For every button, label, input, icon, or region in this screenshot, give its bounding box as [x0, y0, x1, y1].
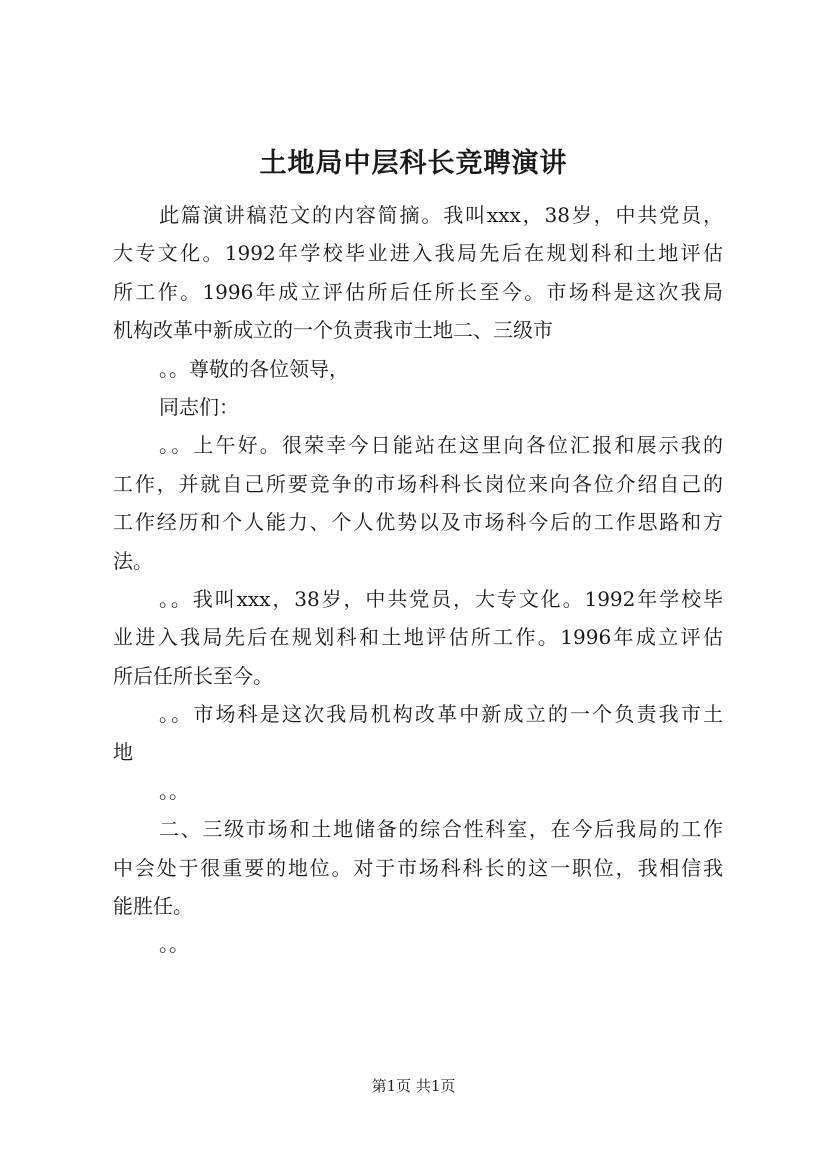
paragraph-line: 。。我叫xxx，38岁，中共党员，大专文化。1992年学校毕	[159, 586, 723, 611]
paragraph-line: 机构改革中新成立的一个负责我市土地二、三级市	[113, 318, 553, 343]
paragraph-line: 地	[113, 740, 133, 765]
paragraph	[113, 196, 723, 350]
paragraph-line: 所后任所长至今。	[113, 663, 273, 688]
paragraph-line: 所工作。1996年成立评估所后任所长至今。市场科是这次我局	[113, 279, 723, 304]
page-footer: 第1页 共1页	[371, 1077, 456, 1095]
paragraph-line: 工作经历和个人能力、个人优势以及市场科今后的工作思路和方	[113, 510, 723, 535]
paragraph-line: 业进入我局先后在规划科和土地评估所工作。1996年成立评估	[113, 625, 723, 650]
paragraph-line: 工作，并就自己所要竞争的市场科科长岗位来向各位介绍自己的	[113, 471, 723, 496]
paragraph-line: 中会处于很重要的地位。对于市场科科长的这一职位，我相信我	[113, 855, 723, 880]
paragraph	[113, 350, 723, 388]
paragraph-line: 同志们：	[159, 394, 239, 419]
paragraph	[113, 426, 723, 580]
paragraph-line: 法。	[113, 548, 153, 573]
document-body	[113, 196, 723, 964]
paragraph	[113, 695, 723, 772]
paragraph-line: 。。	[159, 778, 189, 803]
paragraph-line: 。。市场科是这次我局机构改革中新成立的一个负责我市土	[159, 702, 723, 727]
paragraph-line: 大专文化。1992年学校毕业进入我局先后在规划科和土地评估	[113, 241, 723, 266]
document-title: 土地局中层科长竞聘演讲	[259, 148, 568, 179]
paragraph-line: 二、三级市场和土地储备的综合性科室，在今后我局的工作	[159, 817, 723, 842]
paragraph	[113, 810, 723, 925]
paragraph-line: 此篇演讲稿范文的内容简摘。我叫xxx，38岁，中共党员，	[159, 203, 723, 227]
paragraph-line: 。。尊敬的各位领导，	[159, 356, 349, 381]
paragraph-line: 能胜任。	[113, 894, 193, 919]
paragraph-line: 。。上午好。很荣幸今日能站在这里向各位汇报和展示我的	[159, 433, 723, 458]
paragraph	[113, 580, 723, 695]
paragraph	[113, 388, 723, 426]
paragraph	[113, 925, 723, 963]
paragraph-line: 。。	[159, 932, 189, 957]
paragraph	[113, 772, 723, 810]
